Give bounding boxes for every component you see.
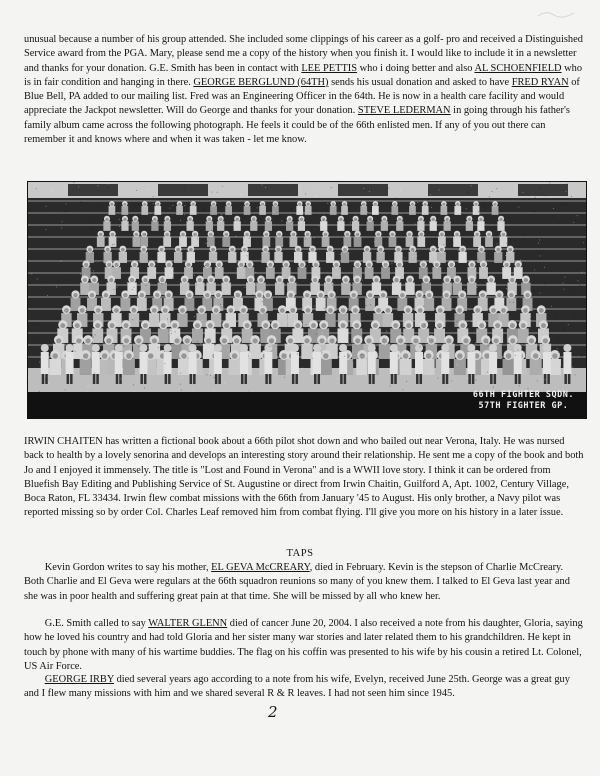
- paragraph-lederman-photo: unusual because a number of his group attended. She included some clippings of his career as a golf- pro and received a Distinguished Service award from the PGA. Mary, please send me a copy of the history when you finish it. I would like to include it in a newsletter and thanks for your donation. G.E. Smith has been in contact with LEE PETTIS who i doing better and also AL SCHOENFIELD who is in fair condition and hanging in there. GEORGE BERGLUND (64TH) sends his usual donation and asked to have FRED RYAN of Blue Bell, PA added to our mailing list. Fred was an Engineering Officer in the 64th. He is now in a health care facility and would appreciate the Jackpot newsletter. Will do George and thanks for your donation. STEVE LEDERMAN in going through his father's family album came across the following photograph. He feels it could be of the 66th enlisted men. If any of you out there can remember it and knows where and when it was taken - let me know.: [24, 34, 583, 146]
- page-number: 2: [268, 703, 278, 721]
- taps-heading: TAPS: [286, 548, 314, 559]
- photo-caption: [473, 390, 574, 412]
- name-walter-glenn: WALTER GLENN: [148, 618, 228, 629]
- group-photo-image: [28, 182, 586, 418]
- name-george-berglund: GEORGE BERGLUND (64TH): [193, 76, 329, 88]
- caption-squadron: 66TH FIGHTER SQDN.: [472, 390, 574, 400]
- name-al-schoenfield: AL SCHOENFIELD: [474, 62, 562, 74]
- paragraph-walter-glenn: G.E. Smith called to say WALTER GLENN died of cancer June 20, 2004. I also received a note from his daughter, Gloria, saying how he loved his country and had told Gloria and her sister many war stories and later related them to his grandchildren. He kept in touch by phone with many of his wartime buddies. The flag on his coffin was presented to his wife by his cousin a retired Lt. Colonel, US Air Force.: [24, 618, 583, 672]
- paragraph-el-geva: Kevin Gordon writes to say his mother, EL GEVA McCREARY, died in February. Kevin is the stepson of Charlie McCreary. Both Charlie and El Geva were regulars at the 66th squadron reunions so many of you knew them. I talked to El Geva last year and she was in poor health and suffering great pain at that time. She will be missed by all who knew her.: [24, 562, 570, 602]
- name-fred-ryan: FRED RYAN: [511, 76, 569, 88]
- name-steve-lederman: STEVE LEDERMAN: [357, 105, 451, 117]
- name-george-irby: GEORGE IRBY: [44, 674, 114, 685]
- name-el-geva-mccreary: EL GEVA McCREARY: [211, 562, 310, 573]
- corner-mark: [536, 8, 576, 20]
- paragraph-george-irby: GEORGE IRBY died several years ago according to a note from his wife, Evelyn, received June 25th. George was a great guy and I flew many missions with him and we shared several R & R leaves. I had not seen him since 1945.: [24, 674, 570, 700]
- paragraph-irwin-chaiten: IRWIN CHAITEN has written a fictional book about a 66th pilot shot down and who bailed out near Verona, Italy. He was nursed back to health by a lovely senorina and develops an interesting story around their relationship. He sent me a copy of the book and both Jo and I enjoyed it immensely. The title is "Lost and Found in Verona" and is a WWII love story. I think it can be ordered from Bluefish Bay Editing and Publishing Service of St. Augustine or direct from Irwin Chaitin, Guilford A, Apt. 1002, Century Village, Boca Raton, FL 33434. Irwin flew combat missions with the 66th from January '45 to August. His only brother, a Navy pilot was reported missing so by order Col. Charles Leaf removed him from combat flying. I'll give you more on his history in a later issue.: [24, 436, 584, 519]
- caption-group: 57TH FIGHTER GP.: [478, 401, 569, 411]
- name-lee-pettis: LEE PETTIS: [301, 62, 358, 74]
- squadron-group-photo: [27, 181, 587, 419]
